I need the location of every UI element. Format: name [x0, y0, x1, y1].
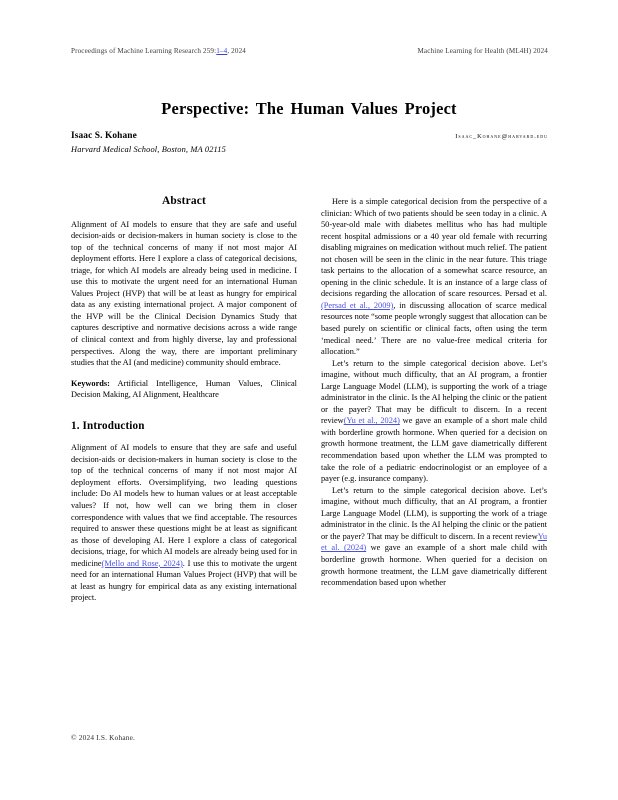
- right-p1-text-b: , in discussing allocation of scarce medical resources note “some people wrongly suggest that allocation can be based purely on scientific or clinical facts, often using the term ‘medical need.’ There are no value-free medical criteria for allocation.”: [321, 300, 547, 357]
- introduction-paragraph-1: [71, 442, 297, 604]
- running-head-left-prefix: Proceedings of Machine Learning Research 259:: [71, 47, 217, 55]
- author-affiliation: Harvard Medical School, Boston, MA 02115: [71, 145, 226, 154]
- page-range-link[interactable]: 1–4: [216, 47, 228, 55]
- author-name: Isaac S. Kohane: [71, 131, 137, 141]
- running-head-left: [71, 47, 246, 55]
- intro-text-a: Alignment of AI models to ensure that they are safe and useful decision-aids or decision-makers in human society is close to the top of the technical concerns of many if not most major AI deployment efforts. Oversimplifying, two leading questions include: Do AI models hew to human values or at least acceptable values? If not, how well can we bring them in closer correspondence with values that we find acceptable. The resources required to answer these questions might be at least as significant as those of developing AI. Here I explore a class of categorical decisions, triage, for which AI models are already being used for in medicine: [71, 443, 297, 568]
- keywords-label: Keywords:: [71, 378, 110, 388]
- keywords-value: Artificial Intelligence, Human Values, Clinical Decision Making, AI Alignment, Healthcare: [71, 378, 297, 400]
- running-head: [71, 47, 548, 55]
- right-paragraph-1: [321, 196, 547, 358]
- author-email[interactable]: Isaac_Kohane@harvard.edu: [455, 133, 548, 140]
- abstract-body: Alignment of AI models to ensure that they are safe and useful decision-aids or decision-makers in human society is close to the top of the technical concerns of many if not most major AI deployment efforts. Here I explore a class of categorical decisions, triage, for which AI models are already being used in medicine. I use this to motivate the urgent need for an international Human Values Project (HVP) that will be at least as hungry for empirical data as any existing international project. A major component of the HVP will be the Clinical Decision Dynamics Study that captures descriptive and normative decisions across a wide range of clinical context and from highly diverse, lay and professional perspectives. Along the way, there are important preliminary studies that the AI (and medicine) community should embrace.: [71, 219, 297, 368]
- right-p3-text-a: Let’s return to the simple categorical decision above. Let’s imagine, without much difficulty, that an AI program, a frontier Large Language Model (LLM), is supporting the work of a triage administrator in the clinic. Is the AI helping the clinic or the patient or the payer? That may be difficult to discern. In a recent review: [321, 485, 547, 541]
- abstract-heading: Abstract: [162, 195, 206, 207]
- running-head-left-suffix: , 2024: [227, 47, 246, 55]
- citation-yu-textual[interactable]: Yu et al. (2024): [321, 531, 547, 553]
- keywords: [71, 378, 297, 401]
- right-p2-text-a: Let’s return to the simple categorical decision above. Let’s imagine, without much difficulty, that an AI program, a frontier Large Language Model (LLM), is supporting the work of a triage administrator in the clinic. Is the AI helping the clinic or the patient or the payer? That may be difficult to discern. In a recent review: [321, 358, 547, 426]
- spacer: [71, 401, 297, 421]
- section-heading-introduction: 1. Introduction: [71, 419, 145, 432]
- right-p3-text-b: we gave an example of a short male child with borderline growth hormone. When queried for a decision on growth hormone treatment, the LLM gave diametrically different recommendation based upon whether: [321, 543, 547, 588]
- citation-persad[interactable]: (Persad et al., 2009): [321, 300, 394, 310]
- citation-yu-parenthetical[interactable]: (Yu et al., 2024): [343, 416, 400, 426]
- right-p2-text-b: we gave an example of a short male child with borderline growth hormone. When queried for a decision on growth hormone treatment, the LLM gave diametrically different recommendation based upon whether the LLM was prompted to take the role of a pediatric endocrinologist or an employee of a payer (e.g. insurance company).: [321, 416, 547, 484]
- running-head-right: Machine Learning for Health (ML4H) 2024: [417, 47, 548, 55]
- right-column: [321, 196, 547, 589]
- intro-text-b: . I use this to motivate the urgent need for an international Human Values Project (HVP) that will be at least as hungry for empirical data as any existing international project.: [71, 558, 298, 603]
- copyright-footer: © 2024 I.S. Kohane.: [71, 733, 136, 742]
- page-title: Perspective: The Human Values Project: [161, 99, 457, 118]
- right-paragraph-2: [321, 358, 547, 485]
- author-line: [71, 131, 548, 141]
- right-paragraph-3: [321, 485, 547, 589]
- right-p1-text-a: Here is a simple categorical decision from the perspective of a clinician: Which of two patients should be seen today in a clinic. A 50-year-old male with diabetes mellitus who has had multiple recent hospital admissions or a 40 year old female with recurring disabling migraines on medication without much relief. The patient not chosen will be seen in the clinic in the near future. This triage task pertains to the allocation of a somewhat scarce resource, an opening in the clinic schedule. It is an instance of a large class of decisions regarding the allocation of scare resources. Persad et al.: [321, 197, 547, 299]
- left-column: [71, 196, 297, 604]
- citation-mello-rose[interactable]: (Mello and Rose, 2024): [101, 558, 183, 568]
